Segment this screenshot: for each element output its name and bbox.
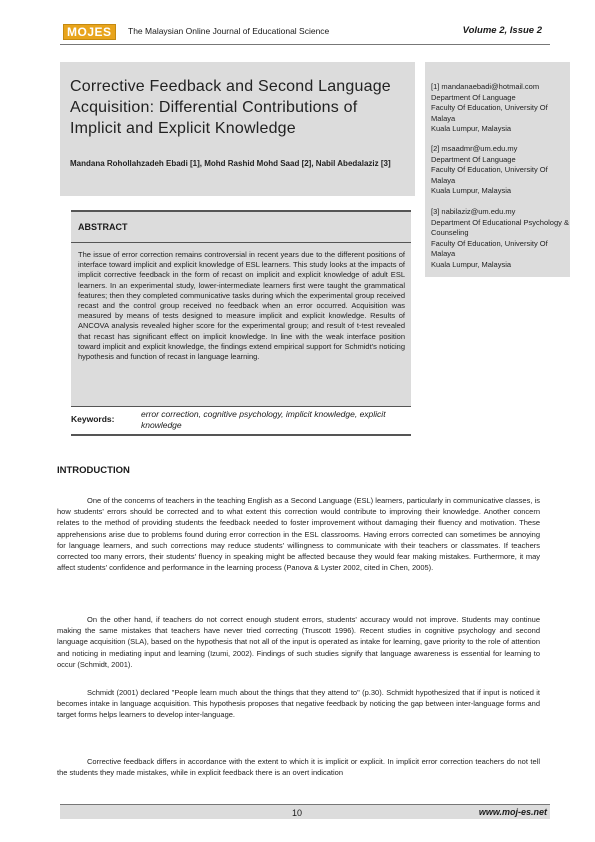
title-block xyxy=(60,62,415,196)
affiliation-faculty: Faculty Of Education, University Of Malaya xyxy=(431,238,548,258)
affiliation-email: [1] mandanaebadi@hotmail.com xyxy=(431,82,540,91)
affiliation-dept: Department Of Language xyxy=(431,154,516,164)
affiliation-city: Kuala Lumpur, Malaysia xyxy=(431,124,512,133)
journal-logo: MOJES xyxy=(63,24,116,40)
affiliation-email: [2] msaadmr@um.edu.my xyxy=(431,144,518,153)
affiliation-dept: Department Of Educational Psychology & Counseling xyxy=(431,217,569,237)
header-divider xyxy=(60,44,550,45)
affiliation-1 xyxy=(431,82,569,135)
body-paragraph: On the other hand, if teachers do not correct enough student errors, students' accuracy would not improve. Students may continue making the same mistakes that teachers have never tried correcting (Truscott 1996). Recent studies in cognitive psychology and second language acquisition (SLA), based on the hypothesis that not all of the input is operated as intake for learning, gave priority to the role of attention and noticing in mediating input and learning (Izumi, 2002). Findings of such studies signify that language awareness is essential for learning to occur (Schmidt, 2001). xyxy=(57,615,540,669)
affiliation-email: [3] nabilaziz@um.edu.my xyxy=(431,207,516,216)
affiliation-city: Kuala Lumpur, Malaysia xyxy=(431,186,512,195)
volume-issue: Volume 2, Issue 2 xyxy=(462,25,542,36)
body-paragraph: Corrective feedback differs in accordance with the extent to which it is implicit or explicit. In implicit error correction teachers do not tell the students they made mistakes, while in explicit feedback there is an overt indication xyxy=(57,757,540,778)
affiliation-faculty: Faculty Of Education, University Of Malaya xyxy=(431,103,548,123)
section-heading-introduction: INTRODUCTION xyxy=(57,465,130,476)
page-header xyxy=(60,22,550,44)
abstract-text: The issue of error correction remains controversial in recent years due to the different positions of interface toward implicit and explicit knowledge of ESL learners. This study looks at the impacts of implicit corrective feedback in the form of recast on implicit and explicit knowledge of adult ESL learners. In an experimental study, lower-intermediate learners first were taught the grammatical features; then they completed communicative tasks during which the experimental group received recast and the control group received no feedback when an error occurred. Acquisition was measured by means of tests designed to measure implicit and explicit knowledge. Results of ANCOVA analysis revealed higher score for the experimental group; and result of t-test revealed that recast has significant effect on implicit knowledge. In line with the weak interface position toward implicit and explicit knowledge, the findings extend empirical support for Schmidt's noticing hypothesis and function of recast in language learning. xyxy=(78,250,405,362)
abstract-heading: ABSTRACT xyxy=(78,222,128,232)
affiliation-3 xyxy=(431,207,569,270)
affiliation-faculty: Faculty Of Education, University Of Malaya xyxy=(431,165,548,185)
affiliation-dept: Department Of Language xyxy=(431,92,516,102)
body-paragraph: One of the concerns of teachers in the teaching English as a Second Language (ESL) learners, particularly in communicative classes, is how students' errors should be corrected and to what extent this correction would contribute to improving their knowledge. Another concern relates to the method of providing students the feedback needed to foster improvement without damaging their fluency and motivation. These apprehensions arise due to problems found during error correction in the ESL classrooms. Having errors corrected can sometimes be annoying for language learners, and such corrections may reduce students' willingness to communicate with their teachers or classmates. If teachers corrected too many errors, their students' fluency in speaking might be affected because they would fear making mistakes. Furthermore, it may affect students' confidence and performance in the learning process (Panova & Lyster 2002, cited in Chen, 2005). xyxy=(57,496,540,573)
body-paragraph: Schmidt (2001) declared "People learn much about the things that they attend to" (p.30). Schmidt hypothesized that if input is noticed it becomes intake in language acquisition. This hypothesis proposes that negative feedback by noticing the gap between inter-language forms and target forms helps learners to develop inter-language. xyxy=(57,688,540,720)
affiliation-2 xyxy=(431,144,569,197)
footer-bar xyxy=(60,805,550,819)
keywords-text: error correction, cognitive psychology, implicit knowledge, explicit knowledge xyxy=(141,409,386,430)
journal-website-link[interactable]: www.moj-es.net xyxy=(478,807,547,817)
abstract-box xyxy=(71,210,411,435)
keywords-row xyxy=(71,406,411,436)
abstract-header xyxy=(71,210,411,243)
keywords-label: Keywords: xyxy=(71,414,115,424)
affiliation-city: Kuala Lumpur, Malaysia xyxy=(431,259,512,269)
page-number: 10 xyxy=(292,808,303,818)
affiliations-column xyxy=(425,62,570,277)
author-list: Mandana Rohollahzadeh Ebadi [1], Mohd Rashid Mohd Saad [2], Nabil Abedalaziz [3] xyxy=(70,159,391,168)
journal-name: The Malaysian Online Journal of Educational Science xyxy=(128,26,330,36)
paper-title: Corrective Feedback and Second Language Acquisition: Differential Contributions of Implicit and Explicit Knowledge xyxy=(70,78,391,137)
